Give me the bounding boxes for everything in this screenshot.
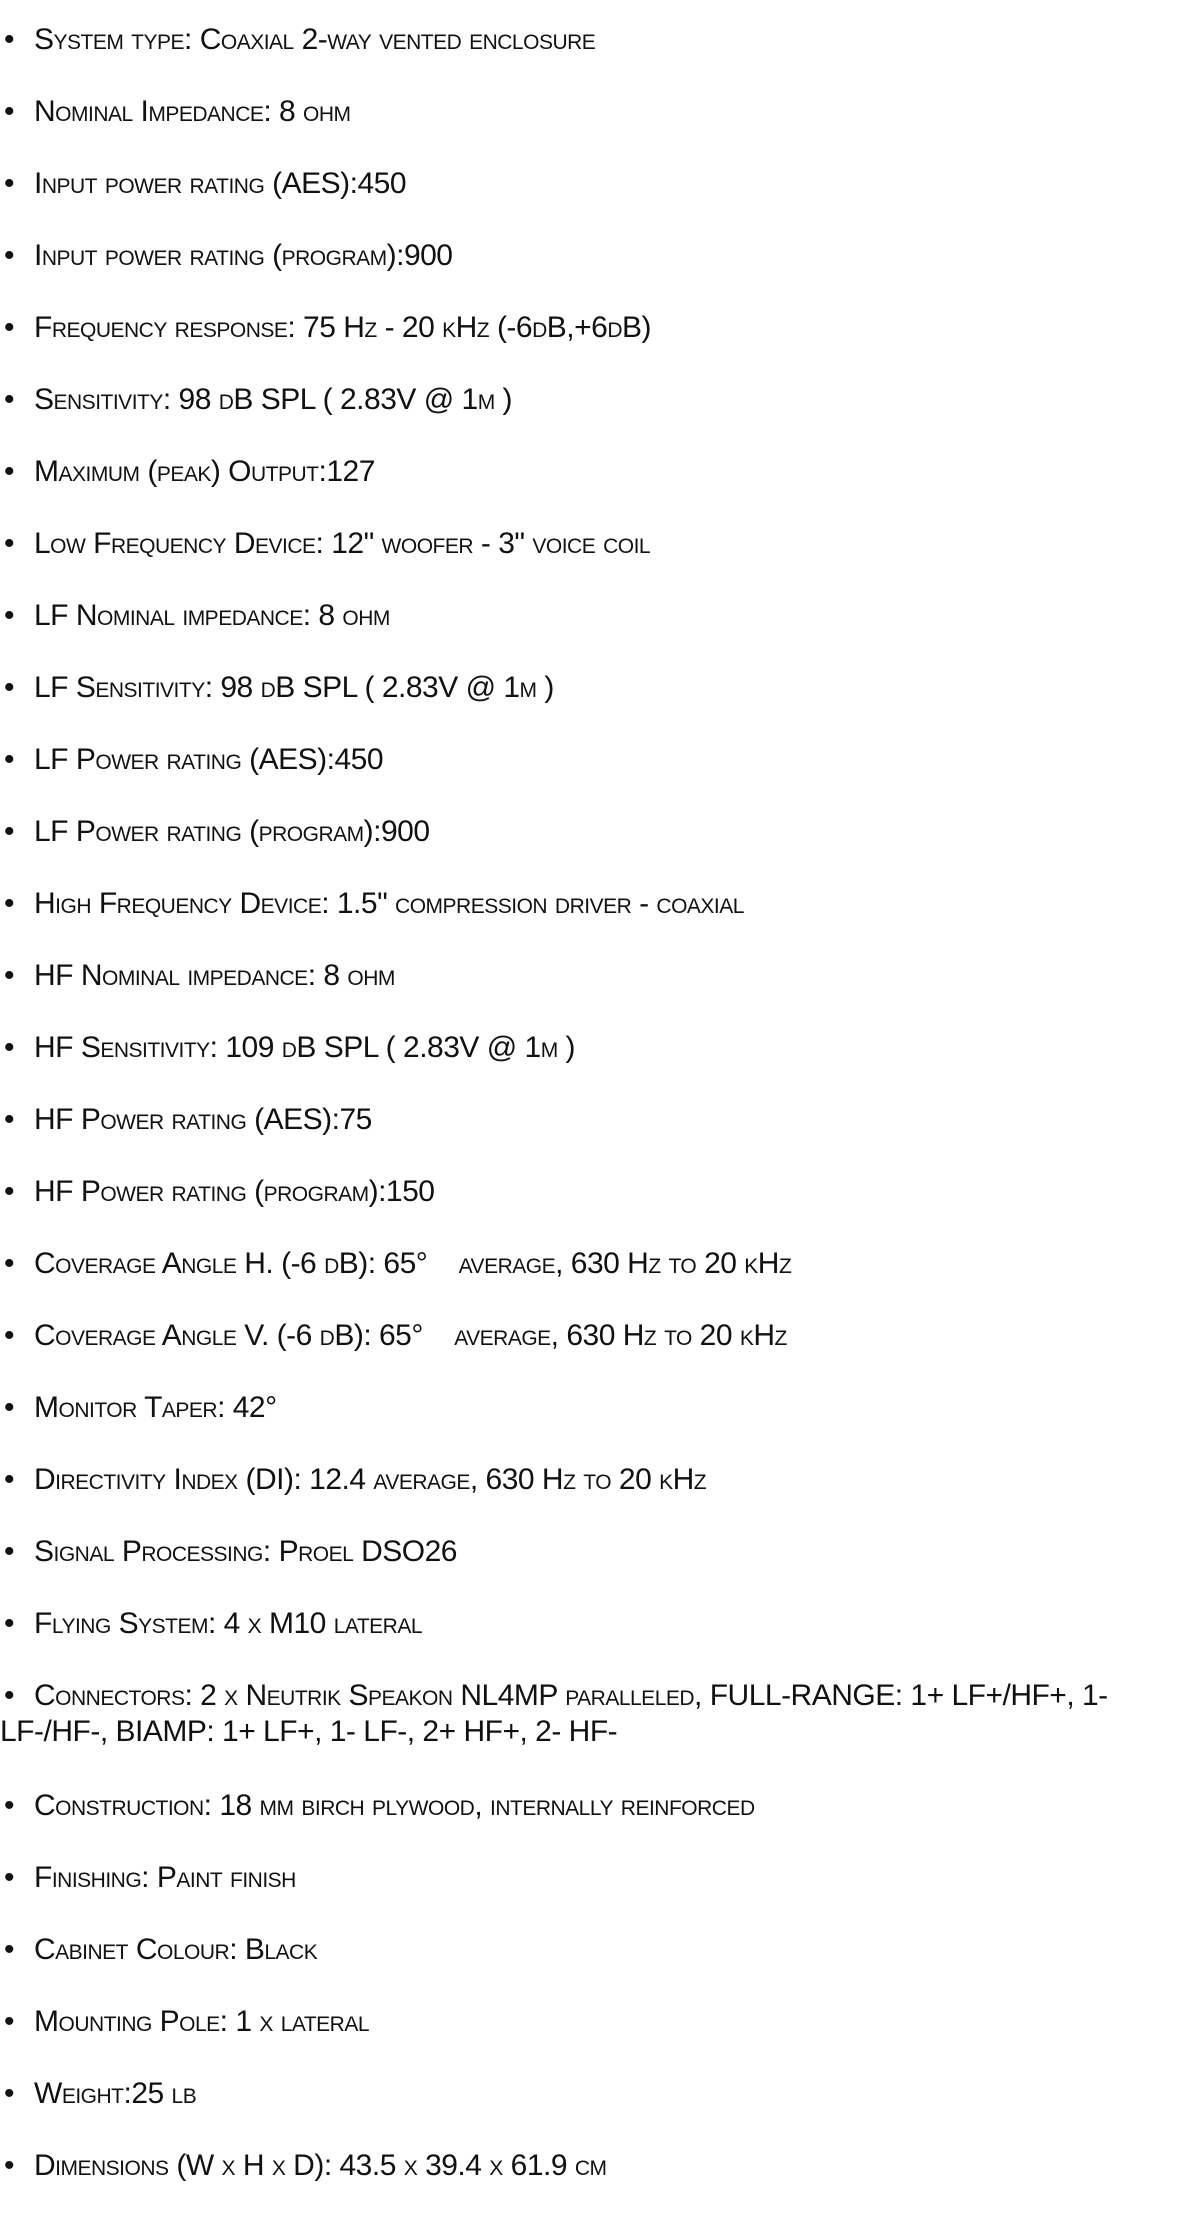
spec-text: Monitor Taper: 42°	[34, 1391, 277, 1424]
bullet-icon: •	[4, 1175, 15, 1208]
spec-text: Construction: 18 mm birch plywood, internally reinforced	[34, 1789, 755, 1822]
spec-connectors	[0, 1678, 1188, 1750]
spec-text: Flying System: 4 x M10 lateral	[34, 1607, 423, 1640]
spec-text: Mounting Pole: 1 x lateral	[34, 2005, 370, 2038]
spec-finishing	[0, 1860, 1188, 1896]
spec-text: Coverage Angle V. (-6 dB): 65° average, 630 Hz to 20 kHz	[34, 1319, 787, 1352]
spec-directivity-index	[0, 1462, 1188, 1498]
spec-text: Directivity Index (DI): 12.4 average, 630 Hz to 20 kHz	[34, 1463, 707, 1496]
spec-hf-power-program	[0, 1174, 1188, 1210]
bullet-icon: •	[4, 95, 15, 128]
spec-dimensions	[0, 2148, 1188, 2184]
spec-text: Weight:25 lb	[34, 2077, 197, 2110]
spec-text: Maximum (peak) Output:127	[34, 455, 375, 488]
bullet-icon: •	[4, 1247, 15, 1280]
spec-text: Sensitivity: 98 dB SPL ( 2.83V @ 1m )	[34, 383, 513, 416]
spec-text: HF Power rating (program):150	[34, 1175, 435, 1208]
bullet-icon: •	[4, 455, 15, 488]
spec-text: Connectors: 2 x Neutrik Speakon NL4MP paralleled, FULL-RANGE: 1+ LF+/HF+, 1- LF-/HF-, BIAMP: 1+ LF+, 1- LF-, 2+ HF+, 2- HF-	[0, 1679, 1108, 1748]
spec-monitor-taper	[0, 1390, 1188, 1426]
spec-text: Nominal Impedance: 8 ohm	[34, 95, 351, 128]
bullet-icon: •	[4, 599, 15, 632]
spec-hf-sensitivity	[0, 1030, 1188, 1066]
spec-coverage-angle-h	[0, 1246, 1188, 1282]
spec-lf-power-program	[0, 814, 1188, 850]
spec-lf-sensitivity	[0, 670, 1188, 706]
spec-maximum-output	[0, 454, 1188, 490]
spec-low-frequency-device	[0, 526, 1188, 562]
spec-text: Low Frequency Device: 12" woofer - 3" voice coil	[34, 527, 651, 560]
spec-text: Coverage Angle H. (-6 dB): 65° average, 630 Hz to 20 kHz	[34, 1247, 792, 1280]
bullet-icon: •	[4, 2149, 15, 2182]
bullet-icon: •	[4, 1679, 15, 1712]
spec-text: LF Sensitivity: 98 dB SPL ( 2.83V @ 1m )	[34, 671, 554, 704]
spec-sensitivity	[0, 382, 1188, 418]
spec-text: Signal Processing: Proel DSO26	[34, 1535, 457, 1568]
bullet-icon: •	[4, 383, 15, 416]
spec-text: Input power rating (program):900	[34, 239, 453, 272]
bullet-icon: •	[4, 1789, 15, 1822]
spec-signal-processing	[0, 1534, 1188, 1570]
bullet-icon: •	[4, 2005, 15, 2038]
bullet-icon: •	[4, 815, 15, 848]
bullet-icon: •	[4, 527, 15, 560]
spec-construction	[0, 1788, 1188, 1824]
spec-text: Cabinet Colour: Black	[34, 1933, 318, 1966]
bullet-icon: •	[4, 311, 15, 344]
spec-text: HF Power rating (AES):75	[34, 1103, 372, 1136]
spec-high-frequency-device	[0, 886, 1188, 922]
bullet-icon: •	[4, 1861, 15, 1894]
bullet-icon: •	[4, 1391, 15, 1424]
bullet-icon: •	[4, 743, 15, 776]
spec-hf-power-aes	[0, 1102, 1188, 1138]
bullet-icon: •	[4, 887, 15, 920]
bullet-icon: •	[4, 1535, 15, 1568]
spec-text: LF Power rating (AES):450	[34, 743, 384, 776]
bullet-icon: •	[4, 167, 15, 200]
bullet-icon: •	[4, 959, 15, 992]
spec-cabinet-colour	[0, 1932, 1188, 1968]
spec-text: Frequency response: 75 Hz - 20 kHz (-6dB,+6dB)	[34, 311, 651, 344]
bullet-icon: •	[4, 1607, 15, 1640]
spec-text: LF Nominal impedance: 8 ohm	[34, 599, 390, 632]
bullet-icon: •	[4, 1103, 15, 1136]
spec-text: Dimensions (W x H x D): 43.5 x 39.4 x 61.9 cm	[34, 2149, 607, 2182]
spec-frequency-response	[0, 310, 1188, 346]
spec-input-power-program	[0, 238, 1188, 274]
spec-text: Input power rating (AES):450	[34, 167, 407, 200]
spec-system-type	[0, 22, 1188, 58]
spec-flying-system	[0, 1606, 1188, 1642]
spec-lf-power-aes	[0, 742, 1188, 778]
spec-lf-nominal-impedance	[0, 598, 1188, 634]
spec-text: HF Nominal impedance: 8 ohm	[34, 959, 395, 992]
bullet-icon: •	[4, 2077, 15, 2110]
bullet-icon: •	[4, 1933, 15, 1966]
bullet-icon: •	[4, 1031, 15, 1064]
spec-input-power-aes	[0, 166, 1188, 202]
spec-weight	[0, 2076, 1188, 2112]
spec-coverage-angle-v	[0, 1318, 1188, 1354]
spec-text: High Frequency Device: 1.5" compression driver - coaxial	[34, 887, 744, 920]
spec-text: LF Power rating (program):900	[34, 815, 430, 848]
spec-text: HF Sensitivity: 109 dB SPL ( 2.83V @ 1m )	[34, 1031, 576, 1064]
bullet-icon: •	[4, 671, 15, 704]
bullet-icon: •	[4, 1463, 15, 1496]
spec-mounting-pole	[0, 2004, 1188, 2040]
spec-text: System type: Coaxial 2-way vented enclosure	[34, 23, 596, 56]
bullet-icon: •	[4, 239, 15, 272]
bullet-icon: •	[4, 1319, 15, 1352]
spec-nominal-impedance	[0, 94, 1188, 130]
bullet-icon: •	[4, 23, 15, 56]
spec-text: Finishing: Paint finish	[34, 1861, 296, 1894]
spec-hf-nominal-impedance	[0, 958, 1188, 994]
